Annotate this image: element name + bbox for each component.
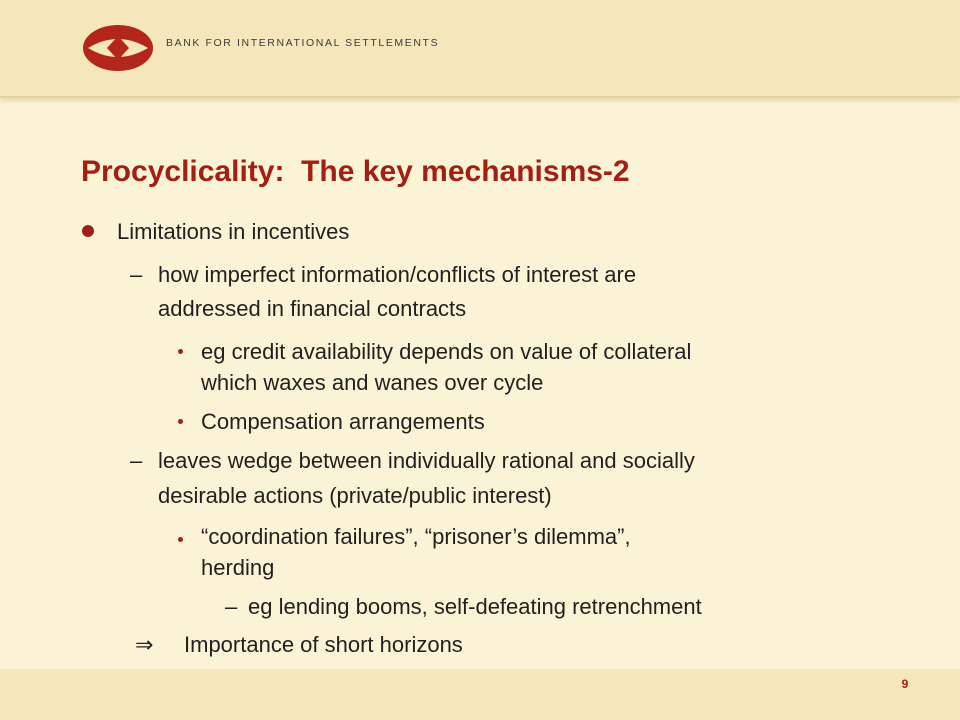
small-bullet-icon bbox=[178, 419, 183, 424]
subitem-imperfect-info-line1: how imperfect information/conflicts of interest are bbox=[158, 262, 637, 287]
small-bullet-icon bbox=[178, 537, 183, 542]
implies-arrow-icon: ⇒ bbox=[135, 632, 154, 657]
subsubitem-coordination-line2: herding bbox=[201, 555, 275, 580]
bullet-icon bbox=[82, 225, 94, 237]
subitem-wedge-line2: desirable actions (private/public interest) bbox=[158, 483, 552, 508]
subitem-imperfect-info-line2: addressed in financial contracts bbox=[158, 296, 467, 321]
subsubitem-coordination-line1: “coordination failures”, “prisoner’s dilemma”, bbox=[201, 524, 631, 549]
slide-title: Procyclicality: The key mechanisms-2 bbox=[81, 155, 630, 188]
subitem-wedge-line1: leaves wedge between individually rational and socially bbox=[158, 448, 695, 473]
subsubitem-credit-line1: eg credit availability depends on value of collateral bbox=[201, 339, 692, 364]
dash-icon: – bbox=[225, 594, 238, 619]
organization-name: BANK FOR INTERNATIONAL SETTLEMENTS bbox=[166, 37, 440, 49]
subsubitem-compensation: Compensation arrangements bbox=[201, 409, 485, 434]
implication-short-horizons: Importance of short horizons bbox=[184, 632, 463, 657]
dash-icon: – bbox=[130, 448, 143, 473]
bis-logo-icon bbox=[82, 24, 154, 72]
dash-icon: – bbox=[130, 262, 143, 287]
bullet-limitations: Limitations in incentives bbox=[117, 219, 350, 244]
slide-header bbox=[0, 0, 960, 98]
subsubitem-credit-line2: which waxes and wanes over cycle bbox=[201, 370, 544, 395]
slide-footer bbox=[0, 669, 960, 720]
small-bullet-icon bbox=[178, 349, 183, 354]
page-number: 9 bbox=[901, 677, 909, 691]
subsubsubitem-lending-booms: eg lending booms, self-defeating retrenchment bbox=[248, 594, 702, 619]
